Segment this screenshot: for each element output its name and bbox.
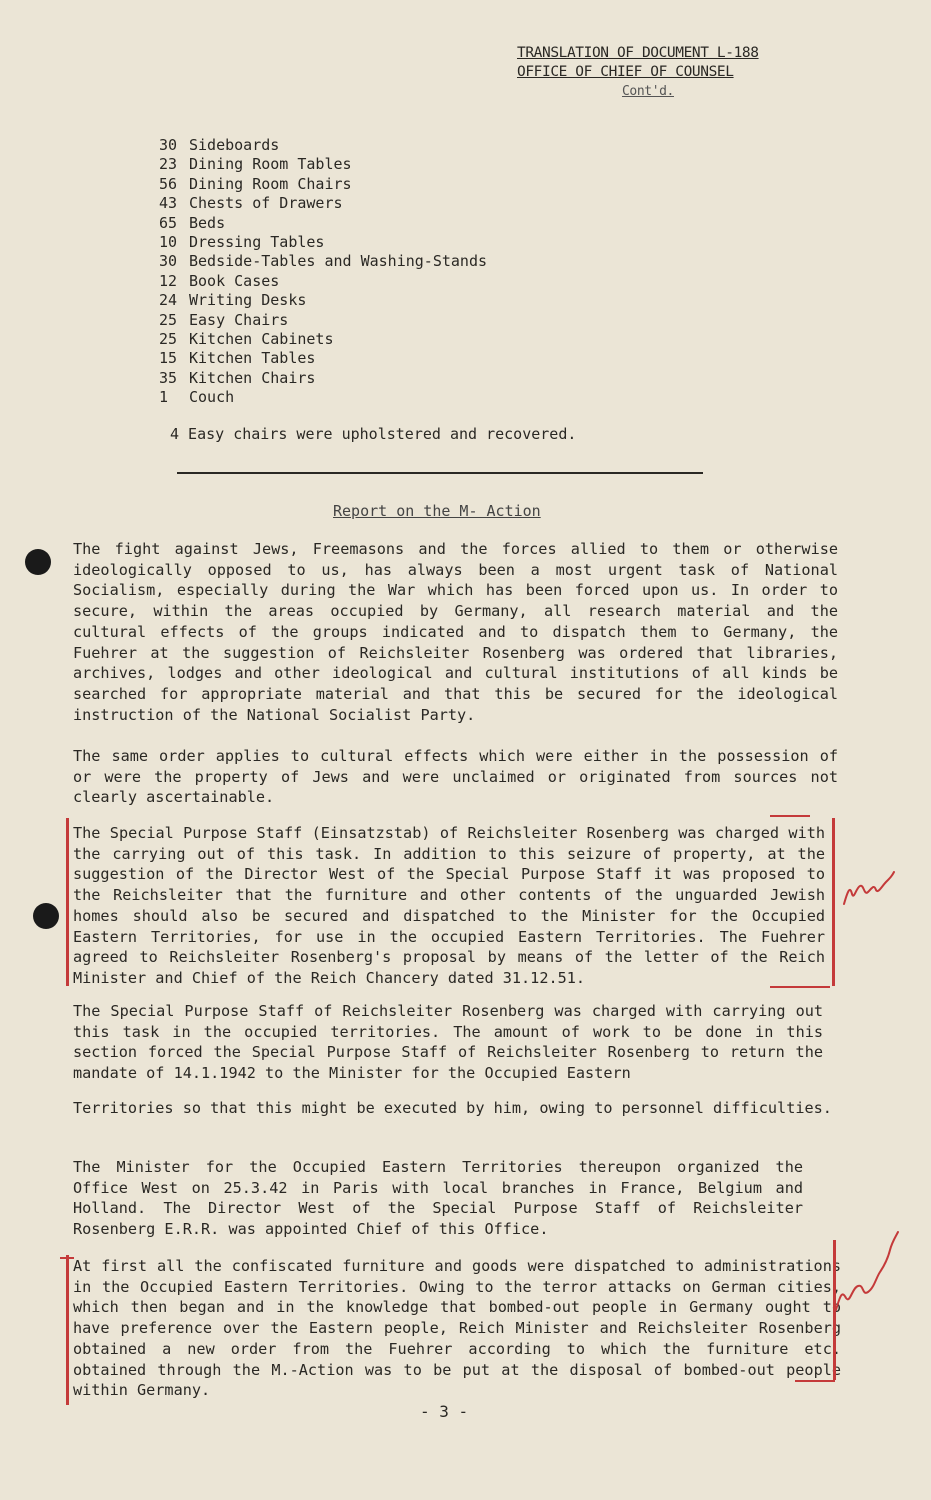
inventory-row — [159, 272, 487, 291]
inventory-row — [159, 155, 487, 174]
body-paragraph: At first all the confiscated furniture and goods were dispatched to administrations in the Occupied Eastern Territories. Owing to the terror attacks on German cities, which then began and in the knowledge that bombed-out people in Germany ought to have preference over the Eastern people, Reich Minister and Reichsleiter Rosenberg obtained a new order from the Fuehrer according to which the furniture etc. obtained through the M.-Action was to be put at the disposal of bombed-out people within Germany. — [73, 1257, 841, 1400]
handwritten-initials — [832, 1230, 902, 1315]
inventory-item: Couch — [189, 388, 235, 407]
body-paragraph: The same order applies to cultural effects which were either in the possession of or were the property of Jews and were unclaimed or originated from sources not clearly ascertainable. — [73, 747, 838, 807]
annotation-tick — [770, 986, 830, 988]
inventory-row — [159, 194, 487, 213]
inventory-row — [159, 214, 487, 233]
annotation-tick — [795, 1380, 835, 1382]
annotation-tick — [60, 1257, 74, 1259]
inventory-quantity: 43 — [159, 194, 178, 213]
inventory-row — [159, 330, 487, 349]
punch-hole — [33, 903, 59, 929]
inventory-quantity: 15 — [159, 349, 178, 368]
body-paragraph: The Minister for the Occupied Eastern Territories thereupon organized the Office West on 25.3.42 in Paris with local branches in France, Belgium and Holland. The Director West of the Special Purpose Staff of Reichsleiter Rosenberg E.R.R. was appointed Chief of this Office. — [73, 1158, 803, 1239]
annotation-tick — [770, 815, 810, 817]
body-paragraph: Territories so that this might be executed by him, owing to personnel difficulties. — [73, 1099, 832, 1117]
inventory-item: Chests of Drawers — [189, 194, 343, 213]
inventory-quantity: 35 — [159, 368, 178, 387]
inventory-row — [159, 291, 487, 310]
inventory-item: Dining Room Tables — [189, 155, 352, 174]
inventory-item: Dining Room Chairs — [189, 174, 352, 193]
punch-hole — [25, 549, 51, 575]
body-paragraph: The Special Purpose Staff (Einsatzstab) of Reichsleiter Rosenberg was charged with the carrying out of this task. In addition to this seizure of property, at the suggestion of the Director West of the Special Purpose Staff it was proposed to the Reichsleiter that the furniture and other contents of the unguarded Jewish homes should also be secured and dispatched to the Minister for the Occupied Eastern Territories, for use in the occupied Eastern Territories. The Fuehrer agreed to Reichsleiter Rosenberg's proposal by means of the letter of the Reich Minister and Chief of the Reich Chancery dated 31.12.51. — [73, 824, 825, 987]
furniture-inventory-list — [159, 136, 487, 408]
inventory-row — [159, 175, 487, 194]
inventory-item: Bedside-Tables and Washing-Stands — [189, 252, 488, 271]
inventory-quantity: 65 — [159, 213, 178, 232]
inventory-quantity: 1 — [159, 388, 169, 407]
upholstery-note: 4 Easy chairs were upholstered and recovered. — [170, 425, 577, 443]
inventory-row — [159, 388, 487, 407]
document-header — [517, 44, 759, 101]
annotation-bracket-right — [832, 818, 835, 986]
header-continued-line: Cont'd. — [622, 84, 674, 99]
annotation-bracket-left — [66, 1255, 69, 1405]
inventory-row — [159, 233, 487, 252]
section-divider — [177, 472, 703, 474]
header-translation-line: TRANSLATION OF DOCUMENT L-188 — [517, 45, 759, 61]
inventory-item: Book Cases — [189, 271, 280, 290]
inventory-quantity: 25 — [159, 310, 178, 329]
section-title: Report on the M- Action — [333, 502, 541, 520]
annotation-bracket-left — [66, 818, 69, 986]
inventory-quantity: 56 — [159, 174, 178, 193]
inventory-item: Kitchen Chairs — [189, 368, 316, 387]
inventory-item: Beds — [189, 213, 226, 232]
inventory-quantity: 30 — [159, 252, 178, 271]
inventory-row — [159, 369, 487, 388]
inventory-row — [159, 311, 487, 330]
inventory-item: Kitchen Cabinets — [189, 330, 334, 349]
inventory-quantity: 24 — [159, 291, 178, 310]
page-number: - 3 - — [420, 1402, 469, 1421]
inventory-item: Writing Desks — [189, 291, 307, 310]
inventory-quantity: 30 — [159, 136, 178, 154]
inventory-row — [159, 136, 487, 155]
inventory-quantity: 12 — [159, 271, 178, 290]
inventory-quantity: 25 — [159, 330, 178, 349]
inventory-item: Easy Chairs — [189, 310, 289, 329]
header-office-line: OFFICE OF CHIEF OF COUNSEL — [517, 64, 734, 80]
inventory-item: Kitchen Tables — [189, 349, 316, 368]
inventory-item: Sideboards — [189, 136, 280, 154]
body-paragraph: The Special Purpose Staff of Reichsleiter Rosenberg was charged with carrying out this task in the occupied territories. The amount of work to be done in this section forced the Special Purpose Staff of Reichsleiter Rosenberg to return the mandate of 14.1.1942 to the Minister for the Occupied Eastern — [73, 1002, 823, 1083]
inventory-row — [159, 349, 487, 368]
body-paragraph: The fight against Jews, Freemasons and the forces allied to them or otherwise ideologically opposed to us, has always been a most urgent task of National Socialism, especially during the War which has been forced upon us. In order to secure, within the areas occupied by Germany, all research material and the cultural effects of the groups indicated and to dispatch them to Germany, the Fuehrer at the suggestion of Reichsleiter Rosenberg was ordered that libraries, archives, lodges and other ideological and cultural institutions of all kinds be searched for appropriate material and that this be secured for the ideological instruction of the National Socialist Party. — [73, 540, 838, 724]
handwritten-initials — [842, 868, 898, 910]
inventory-quantity: 23 — [159, 155, 178, 174]
inventory-item: Dressing Tables — [189, 233, 325, 252]
inventory-quantity: 10 — [159, 233, 178, 252]
inventory-row — [159, 252, 487, 271]
